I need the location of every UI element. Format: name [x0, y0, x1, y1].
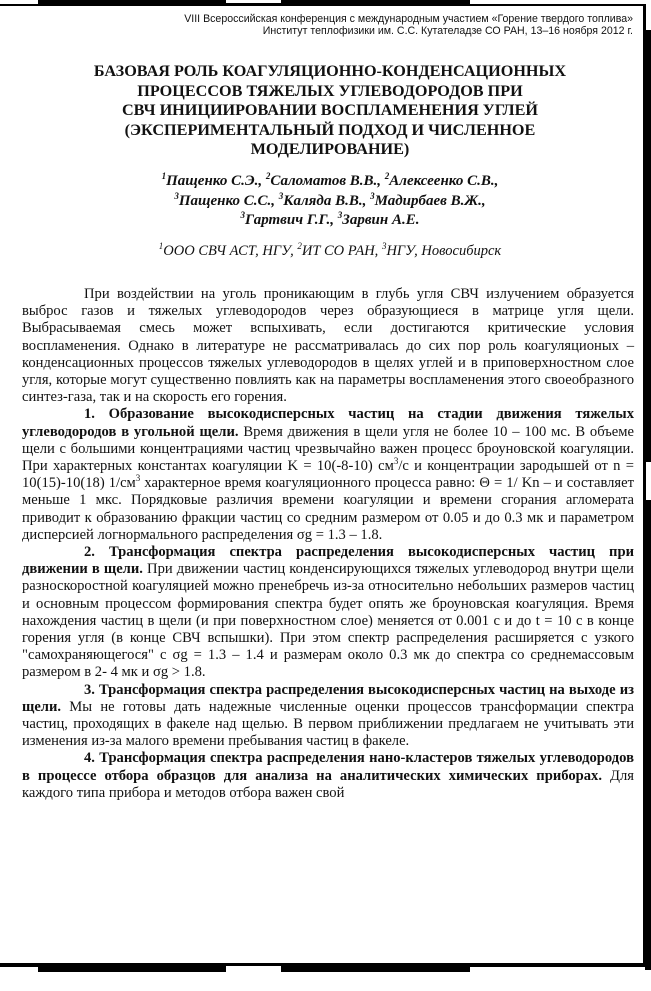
- frame-bottom-gap: [226, 966, 281, 972]
- author: $^2$Саломатов В.В.,: [265, 171, 382, 189]
- section-heading: 4. Трансформация спектра распределения нано-кластеров тяжелых углеводородов в процессе отбора образцов для анализа на аналитических химических приборах.: [22, 750, 634, 784]
- author-line: [80, 172, 580, 192]
- affiliation: $^3$НГУ, Новосибирск: [381, 241, 502, 259]
- frame-right-shadow: [645, 30, 651, 462]
- author-line: [80, 211, 580, 231]
- affiliation: $^1$ООО СВЧ АСТ, НГУ,: [158, 241, 294, 259]
- author: $^3$Пащенко С.С.,: [174, 190, 276, 209]
- title-line: (ЭКСПЕРИМЕНТАЛЬНЫЙ ПОДХОД И ЧИСЛЕННОЕ: [124, 120, 536, 139]
- author: $^3$Мадирбаев В.Ж.,: [370, 190, 486, 209]
- title-line: СВЧ ИНИЦИИРОВАНИИ ВОСПЛАМЕНЕНИЯ УГЛЕЙ: [121, 101, 538, 119]
- header-conference: VIII Всероссийская конференция с международным участием «Горение твердого топлива»: [184, 13, 633, 25]
- author-line: [80, 192, 580, 212]
- affiliations: [80, 242, 580, 261]
- frame-top-gap: [226, 0, 281, 3]
- author: $^2$Алексеенко С.В.,: [384, 171, 499, 189]
- section-paragraph-2: 2. Трансформация спектра распределения высокодисперсных частиц при движении в щели. При движении частиц конденсирующихся тяжелых углеводород внутри щели разноскоростной коагуляцией можно пренебречь из-за относительно небольших размеров частиц и основным процессом формирования спектра будет опять же броуновская коагуляция. Время нахождения частиц в щели (и при поверхностном слое) меняется от 0.001 с и до t = 10 с в конце горения угля (в конце СВЧ вспышки). При этом спектр распределения расширяется с узкого "самохраняющегося" с σg = 1.3 – 1.4 и размерам около 0.3 мк до спектра со среднемассовым размером в 2- 4 мк и σg > 1.8.: [22, 544, 634, 681]
- section-paragraph-1: 1. Образование высокодисперсных частиц на стадии движения тяжелых углеводородов в угольной щели. Время движения в щели угля не более 10 – 100 мс. В объеме щели с большими концентрациями частиц чрезвычайно важен процесс броуновской коагуляции. При характерных константах коагуляции K = 10(-8-10) $см^3/с$ и концентрации зародышей от n = 10(15)-10(18) $1/см^3$ характерное время коагуляционного процесса равно: Θ = 1/ Kn – и составляет меньше 1 мкс. Порядковые различия времени коагуляции и времени сгорания агломерата приводит к образованию фракции частиц со средним размером от 0.05 и до 0.3 мк и параметром дисперсией логнормального распределения σg = 1.3 – 1.8.: [22, 406, 634, 543]
- author: $^3$Гартвич Г.Г.,: [240, 210, 334, 228]
- section-paragraph-4: 4. Трансформация спектра распределения нано-кластеров тяжелых углеводородов в процессе отбора образцов для анализа на аналитических химических приборах. Для каждого типа прибора и методов отбора важен свой: [22, 750, 634, 801]
- paper-title: [60, 62, 600, 160]
- header-institute: Институт теплофизики им. С.С. Кутателадзе СО РАН, 13–16 ноября 2012 г.: [262, 25, 633, 37]
- section-heading: 3. Трансформация спектра распределения высокодисперсных частиц на выходе из щели.: [22, 681, 634, 715]
- section-heading: 1. Образование высокодисперсных частиц на стадии движения тяжелых углеводородов в угольной щели.: [22, 406, 634, 440]
- author: $^1$Пащенко С.Э.,: [161, 171, 263, 189]
- title-line: ПРОЦЕССОВ ТЯЖЕЛЫХ УГЛЕВОДОРОДОВ ПРИ: [137, 81, 523, 100]
- frame-right-shadow: [645, 500, 651, 970]
- title-line: МОДЕЛИРОВАНИЕ): [250, 140, 410, 158]
- affiliation: $^2$ИТ СО РАН,: [297, 241, 379, 259]
- paper-body: [22, 286, 634, 802]
- frame-top-line: [0, 4, 645, 6]
- section-heading: 2. Трансформация спектра распределения высокодисперсных частиц при движении в щели.: [22, 544, 634, 578]
- intro-paragraph: При воздействии на уголь проникающим в глубь угля СВЧ излучением образуется выброс газов и тяжелых углеводородов через образующиеся в матрице угля щели. Выбрасываемая смесь может вспыхивать, если достигаются критические условия воспламенения. Однако в литературе не рассматривалась до сих пор роль коагуляционых – конденсационных процессов тяжелых углеводородов в щелях углей и в приповерхностном слое угля, которые могут существенно повлиять как на параметры воспламенения этого своеобразного синтез-газа, так и на скорость его горения.: [22, 286, 634, 406]
- author: $^3$Каляда В.В.,: [278, 190, 367, 209]
- section-paragraph-3: 3. Трансформация спектра распределения высокодисперсных частиц на выходе из щели. Мы не готовы дать надежные численные оценки процессов трансформации спектра частиц, проходящих в факеле над щелью. В первом приближении предлагаем не учитывать эти изменения из-за малого времени пребывания частиц в факеле.: [22, 681, 634, 750]
- author: $^3$Зарвин А.Е.: [337, 210, 420, 228]
- title-line: БАЗОВАЯ РОЛЬ КОАГУЛЯЦИОННО-КОНДЕНСАЦИОННЫХ: [93, 62, 567, 80]
- author-list: [80, 172, 580, 231]
- running-header: [184, 13, 633, 37]
